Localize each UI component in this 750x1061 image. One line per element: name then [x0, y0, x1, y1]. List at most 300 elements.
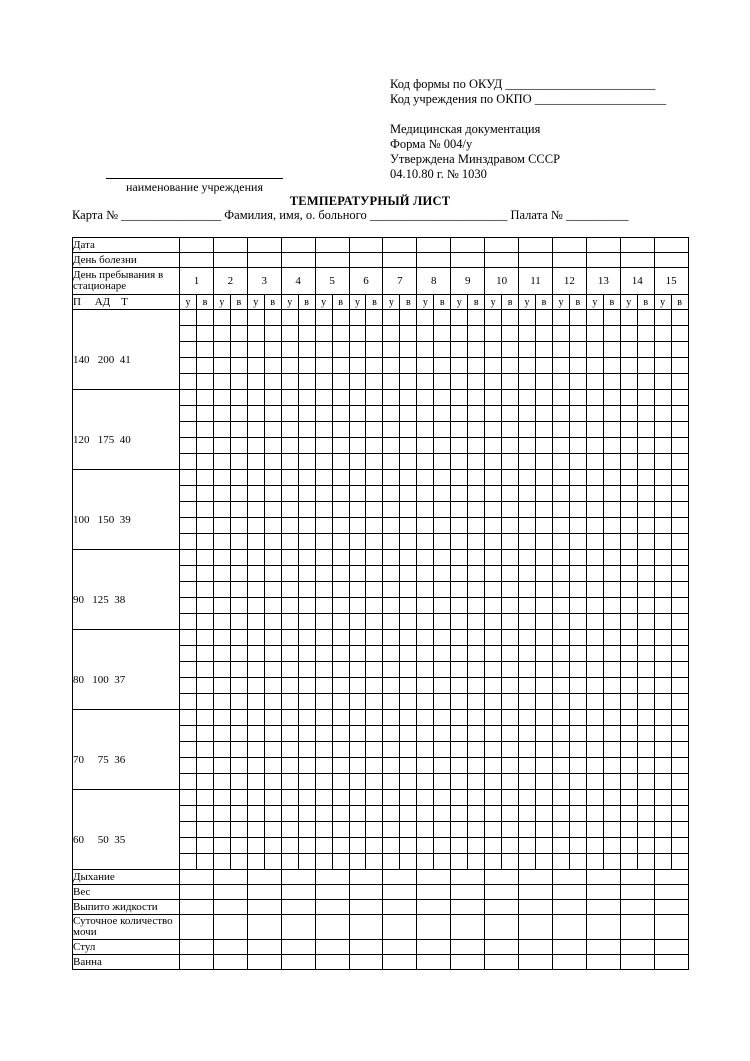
grid-cell[interactable] [637, 790, 654, 806]
grid-cell[interactable] [434, 806, 451, 822]
grid-cell[interactable] [552, 582, 569, 598]
grid-cell[interactable] [654, 790, 671, 806]
bottom-cell[interactable] [451, 870, 485, 885]
grid-cell[interactable] [552, 550, 569, 566]
grid-cell[interactable] [502, 694, 519, 710]
grid-cell[interactable] [434, 742, 451, 758]
grid-cell[interactable] [586, 406, 603, 422]
grid-cell[interactable] [264, 518, 281, 534]
grid-cell[interactable] [213, 662, 230, 678]
grid-cell[interactable] [417, 774, 434, 790]
grid-cell[interactable] [451, 646, 468, 662]
grid-cell[interactable] [468, 678, 485, 694]
grid-cell[interactable] [671, 534, 688, 550]
grid-cell[interactable] [620, 550, 637, 566]
grid-cell[interactable] [247, 726, 264, 742]
grid-cell[interactable] [417, 486, 434, 502]
grid-cell[interactable] [502, 854, 519, 870]
bottom-cell[interactable] [451, 940, 485, 955]
grid-cell[interactable] [468, 822, 485, 838]
bottom-cell[interactable] [315, 870, 349, 885]
grid-cell[interactable] [196, 742, 213, 758]
grid-cell[interactable] [213, 710, 230, 726]
grid-cell[interactable] [315, 342, 332, 358]
grid-cell[interactable] [264, 630, 281, 646]
grid-cell[interactable] [264, 854, 281, 870]
grid-cell[interactable] [654, 742, 671, 758]
grid-cell[interactable] [620, 854, 637, 870]
grid-cell[interactable] [349, 310, 366, 326]
grid-cell[interactable] [603, 486, 620, 502]
grid-cell[interactable] [383, 342, 400, 358]
grid-cell[interactable] [569, 566, 586, 582]
grid-cell[interactable] [213, 630, 230, 646]
grid-cell[interactable] [230, 678, 247, 694]
grid-cell[interactable] [502, 838, 519, 854]
grid-cell[interactable] [332, 806, 349, 822]
grid-cell[interactable] [603, 406, 620, 422]
grid-cell[interactable] [552, 438, 569, 454]
grid-cell[interactable] [213, 742, 230, 758]
grid-cell[interactable] [196, 726, 213, 742]
grid-cell[interactable] [366, 822, 383, 838]
grid-cell[interactable] [298, 550, 315, 566]
grid-cell[interactable] [417, 550, 434, 566]
grid-cell[interactable] [434, 470, 451, 486]
grid-cell[interactable] [400, 646, 417, 662]
grid-cell[interactable] [552, 630, 569, 646]
grid-cell[interactable] [468, 614, 485, 630]
grid-cell[interactable] [519, 406, 536, 422]
grid-cell[interactable] [315, 774, 332, 790]
grid-cell[interactable] [468, 838, 485, 854]
grid-cell[interactable] [332, 822, 349, 838]
grid-cell[interactable] [196, 614, 213, 630]
grid-cell[interactable] [213, 854, 230, 870]
grid-cell[interactable] [349, 502, 366, 518]
bottom-cell[interactable] [620, 870, 654, 885]
grid-cell[interactable] [586, 534, 603, 550]
grid-cell[interactable] [536, 582, 553, 598]
grid-cell[interactable] [400, 694, 417, 710]
grid-cell[interactable] [196, 710, 213, 726]
grid-cell[interactable] [603, 422, 620, 438]
grid-cell[interactable] [417, 582, 434, 598]
grid-cell[interactable] [417, 614, 434, 630]
grid-cell[interactable] [366, 774, 383, 790]
grid-cell[interactable] [213, 598, 230, 614]
grid-cell[interactable] [536, 470, 553, 486]
grid-cell[interactable] [654, 358, 671, 374]
grid-cell[interactable] [451, 502, 468, 518]
illness-day-cell[interactable] [383, 253, 417, 268]
grid-cell[interactable] [247, 822, 264, 838]
grid-cell[interactable] [519, 326, 536, 342]
grid-cell[interactable] [400, 326, 417, 342]
grid-cell[interactable] [468, 438, 485, 454]
grid-cell[interactable] [383, 726, 400, 742]
grid-cell[interactable] [349, 662, 366, 678]
grid-cell[interactable] [417, 694, 434, 710]
grid-cell[interactable] [569, 822, 586, 838]
grid-cell[interactable] [332, 326, 349, 342]
grid-cell[interactable] [281, 742, 298, 758]
grid-cell[interactable] [620, 662, 637, 678]
grid-cell[interactable] [586, 582, 603, 598]
bottom-cell[interactable] [315, 940, 349, 955]
grid-cell[interactable] [536, 342, 553, 358]
grid-cell[interactable] [519, 342, 536, 358]
grid-cell[interactable] [247, 694, 264, 710]
grid-cell[interactable] [332, 470, 349, 486]
date-cell[interactable] [586, 238, 620, 253]
grid-cell[interactable] [417, 422, 434, 438]
grid-cell[interactable] [230, 726, 247, 742]
grid-cell[interactable] [654, 374, 671, 390]
grid-cell[interactable] [264, 422, 281, 438]
grid-cell[interactable] [451, 310, 468, 326]
grid-cell[interactable] [603, 566, 620, 582]
grid-cell[interactable] [180, 646, 197, 662]
grid-cell[interactable] [519, 726, 536, 742]
grid-cell[interactable] [586, 342, 603, 358]
grid-cell[interactable] [586, 566, 603, 582]
bottom-cell[interactable] [383, 885, 417, 900]
grid-cell[interactable] [451, 454, 468, 470]
grid-cell[interactable] [298, 758, 315, 774]
grid-cell[interactable] [366, 726, 383, 742]
grid-cell[interactable] [298, 710, 315, 726]
illness-day-cell[interactable] [180, 253, 214, 268]
grid-cell[interactable] [383, 614, 400, 630]
grid-cell[interactable] [281, 534, 298, 550]
grid-cell[interactable] [671, 406, 688, 422]
grid-cell[interactable] [620, 838, 637, 854]
bottom-cell[interactable] [247, 900, 281, 915]
grid-cell[interactable] [247, 742, 264, 758]
grid-cell[interactable] [519, 422, 536, 438]
grid-cell[interactable] [519, 502, 536, 518]
grid-cell[interactable] [536, 790, 553, 806]
grid-cell[interactable] [603, 358, 620, 374]
grid-cell[interactable] [654, 630, 671, 646]
grid-cell[interactable] [519, 470, 536, 486]
grid-cell[interactable] [654, 726, 671, 742]
grid-cell[interactable] [569, 774, 586, 790]
grid-cell[interactable] [366, 566, 383, 582]
grid-cell[interactable] [434, 358, 451, 374]
grid-cell[interactable] [180, 470, 197, 486]
grid-cell[interactable] [383, 598, 400, 614]
grid-cell[interactable] [247, 662, 264, 678]
grid-cell[interactable] [264, 742, 281, 758]
grid-cell[interactable] [451, 758, 468, 774]
grid-cell[interactable] [468, 774, 485, 790]
grid-cell[interactable] [434, 790, 451, 806]
grid-cell[interactable] [417, 790, 434, 806]
grid-cell[interactable] [315, 854, 332, 870]
grid-cell[interactable] [264, 374, 281, 390]
grid-cell[interactable] [366, 614, 383, 630]
grid-cell[interactable] [586, 310, 603, 326]
grid-cell[interactable] [349, 534, 366, 550]
grid-cell[interactable] [180, 326, 197, 342]
grid-cell[interactable] [281, 518, 298, 534]
grid-cell[interactable] [180, 822, 197, 838]
grid-cell[interactable] [400, 502, 417, 518]
grid-cell[interactable] [400, 358, 417, 374]
grid-cell[interactable] [417, 822, 434, 838]
grid-cell[interactable] [451, 438, 468, 454]
grid-cell[interactable] [196, 758, 213, 774]
grid-cell[interactable] [519, 822, 536, 838]
grid-cell[interactable] [298, 406, 315, 422]
grid-cell[interactable] [417, 630, 434, 646]
grid-cell[interactable] [298, 790, 315, 806]
grid-cell[interactable] [230, 502, 247, 518]
grid-cell[interactable] [671, 550, 688, 566]
bottom-cell[interactable] [485, 885, 519, 900]
grid-cell[interactable] [366, 422, 383, 438]
grid-cell[interactable] [451, 726, 468, 742]
grid-cell[interactable] [400, 422, 417, 438]
grid-cell[interactable] [230, 758, 247, 774]
grid-cell[interactable] [552, 390, 569, 406]
grid-cell[interactable] [569, 598, 586, 614]
grid-cell[interactable] [569, 790, 586, 806]
grid-cell[interactable] [502, 406, 519, 422]
grid-cell[interactable] [366, 806, 383, 822]
bottom-cell[interactable] [417, 885, 451, 900]
grid-cell[interactable] [654, 678, 671, 694]
grid-cell[interactable] [451, 614, 468, 630]
bottom-cell[interactable] [383, 900, 417, 915]
grid-cell[interactable] [586, 630, 603, 646]
grid-cell[interactable] [315, 374, 332, 390]
grid-cell[interactable] [519, 790, 536, 806]
grid-cell[interactable] [298, 726, 315, 742]
grid-cell[interactable] [620, 646, 637, 662]
grid-cell[interactable] [468, 502, 485, 518]
grid-cell[interactable] [603, 550, 620, 566]
grid-cell[interactable] [264, 390, 281, 406]
grid-cell[interactable] [196, 598, 213, 614]
grid-cell[interactable] [180, 310, 197, 326]
grid-cell[interactable] [637, 758, 654, 774]
grid-cell[interactable] [366, 582, 383, 598]
grid-cell[interactable] [230, 614, 247, 630]
grid-cell[interactable] [485, 742, 502, 758]
grid-cell[interactable] [519, 646, 536, 662]
grid-cell[interactable] [213, 374, 230, 390]
grid-cell[interactable] [451, 678, 468, 694]
grid-cell[interactable] [417, 678, 434, 694]
grid-cell[interactable] [400, 758, 417, 774]
grid-cell[interactable] [180, 534, 197, 550]
grid-cell[interactable] [264, 582, 281, 598]
grid-cell[interactable] [281, 566, 298, 582]
grid-cell[interactable] [637, 822, 654, 838]
grid-cell[interactable] [180, 454, 197, 470]
grid-cell[interactable] [417, 566, 434, 582]
grid-cell[interactable] [383, 566, 400, 582]
grid-cell[interactable] [298, 310, 315, 326]
bottom-cell[interactable] [180, 955, 214, 970]
grid-cell[interactable] [502, 726, 519, 742]
grid-cell[interactable] [281, 726, 298, 742]
grid-cell[interactable] [400, 534, 417, 550]
grid-cell[interactable] [620, 566, 637, 582]
grid-cell[interactable] [315, 598, 332, 614]
grid-cell[interactable] [620, 454, 637, 470]
grid-cell[interactable] [637, 326, 654, 342]
bottom-cell[interactable] [654, 900, 688, 915]
grid-cell[interactable] [502, 550, 519, 566]
grid-cell[interactable] [417, 758, 434, 774]
grid-cell[interactable] [383, 742, 400, 758]
grid-cell[interactable] [536, 710, 553, 726]
grid-cell[interactable] [298, 374, 315, 390]
grid-cell[interactable] [298, 806, 315, 822]
grid-cell[interactable] [637, 310, 654, 326]
grid-cell[interactable] [654, 598, 671, 614]
grid-cell[interactable] [180, 566, 197, 582]
date-cell[interactable] [485, 238, 519, 253]
grid-cell[interactable] [264, 550, 281, 566]
grid-cell[interactable] [349, 614, 366, 630]
grid-cell[interactable] [451, 822, 468, 838]
grid-cell[interactable] [366, 502, 383, 518]
grid-cell[interactable] [400, 822, 417, 838]
grid-cell[interactable] [637, 438, 654, 454]
grid-cell[interactable] [671, 438, 688, 454]
grid-cell[interactable] [332, 518, 349, 534]
grid-cell[interactable] [586, 598, 603, 614]
grid-cell[interactable] [349, 774, 366, 790]
grid-cell[interactable] [383, 454, 400, 470]
grid-cell[interactable] [536, 374, 553, 390]
grid-cell[interactable] [264, 646, 281, 662]
bottom-cell[interactable] [180, 940, 214, 955]
grid-cell[interactable] [468, 422, 485, 438]
grid-cell[interactable] [383, 326, 400, 342]
grid-cell[interactable] [332, 726, 349, 742]
grid-cell[interactable] [519, 550, 536, 566]
grid-cell[interactable] [451, 662, 468, 678]
grid-cell[interactable] [247, 390, 264, 406]
grid-cell[interactable] [468, 710, 485, 726]
grid-cell[interactable] [332, 790, 349, 806]
grid-cell[interactable] [196, 854, 213, 870]
grid-cell[interactable] [281, 854, 298, 870]
grid-cell[interactable] [552, 822, 569, 838]
bottom-cell[interactable] [383, 940, 417, 955]
grid-cell[interactable] [400, 806, 417, 822]
grid-cell[interactable] [485, 550, 502, 566]
grid-cell[interactable] [536, 598, 553, 614]
grid-cell[interactable] [654, 326, 671, 342]
grid-cell[interactable] [434, 646, 451, 662]
grid-cell[interactable] [434, 342, 451, 358]
grid-cell[interactable] [603, 534, 620, 550]
grid-cell[interactable] [349, 566, 366, 582]
grid-cell[interactable] [468, 470, 485, 486]
grid-cell[interactable] [654, 710, 671, 726]
grid-cell[interactable] [213, 486, 230, 502]
grid-cell[interactable] [196, 694, 213, 710]
grid-cell[interactable] [332, 582, 349, 598]
grid-cell[interactable] [536, 678, 553, 694]
illness-day-cell[interactable] [586, 253, 620, 268]
grid-cell[interactable] [332, 630, 349, 646]
grid-cell[interactable] [434, 454, 451, 470]
grid-cell[interactable] [196, 838, 213, 854]
bottom-cell[interactable] [315, 900, 349, 915]
grid-cell[interactable] [502, 582, 519, 598]
grid-cell[interactable] [366, 534, 383, 550]
grid-cell[interactable] [671, 582, 688, 598]
grid-cell[interactable] [349, 518, 366, 534]
grid-cell[interactable] [654, 422, 671, 438]
grid-cell[interactable] [180, 390, 197, 406]
grid-cell[interactable] [366, 486, 383, 502]
grid-cell[interactable] [281, 582, 298, 598]
grid-cell[interactable] [315, 438, 332, 454]
grid-cell[interactable] [536, 406, 553, 422]
bottom-cell[interactable] [247, 870, 281, 885]
grid-cell[interactable] [502, 310, 519, 326]
grid-cell[interactable] [519, 662, 536, 678]
grid-cell[interactable] [552, 710, 569, 726]
grid-cell[interactable] [417, 406, 434, 422]
grid-cell[interactable] [671, 742, 688, 758]
grid-cell[interactable] [569, 518, 586, 534]
grid-cell[interactable] [366, 630, 383, 646]
grid-cell[interactable] [603, 662, 620, 678]
grid-cell[interactable] [366, 694, 383, 710]
grid-cell[interactable] [298, 422, 315, 438]
grid-cell[interactable] [247, 566, 264, 582]
grid-cell[interactable] [400, 726, 417, 742]
grid-cell[interactable] [180, 550, 197, 566]
grid-cell[interactable] [383, 678, 400, 694]
grid-cell[interactable] [603, 454, 620, 470]
date-cell[interactable] [417, 238, 451, 253]
grid-cell[interactable] [298, 438, 315, 454]
grid-cell[interactable] [281, 486, 298, 502]
grid-cell[interactable] [400, 774, 417, 790]
grid-cell[interactable] [180, 342, 197, 358]
grid-cell[interactable] [502, 358, 519, 374]
bottom-cell[interactable] [620, 915, 654, 940]
grid-cell[interactable] [230, 742, 247, 758]
grid-cell[interactable] [230, 582, 247, 598]
grid-cell[interactable] [315, 806, 332, 822]
grid-cell[interactable] [620, 630, 637, 646]
grid-cell[interactable] [485, 806, 502, 822]
grid-cell[interactable] [230, 390, 247, 406]
grid-cell[interactable] [502, 806, 519, 822]
grid-cell[interactable] [485, 374, 502, 390]
grid-cell[interactable] [230, 790, 247, 806]
grid-cell[interactable] [434, 486, 451, 502]
grid-cell[interactable] [536, 838, 553, 854]
grid-cell[interactable] [468, 758, 485, 774]
grid-cell[interactable] [603, 582, 620, 598]
grid-cell[interactable] [281, 374, 298, 390]
grid-cell[interactable] [180, 694, 197, 710]
grid-cell[interactable] [264, 534, 281, 550]
